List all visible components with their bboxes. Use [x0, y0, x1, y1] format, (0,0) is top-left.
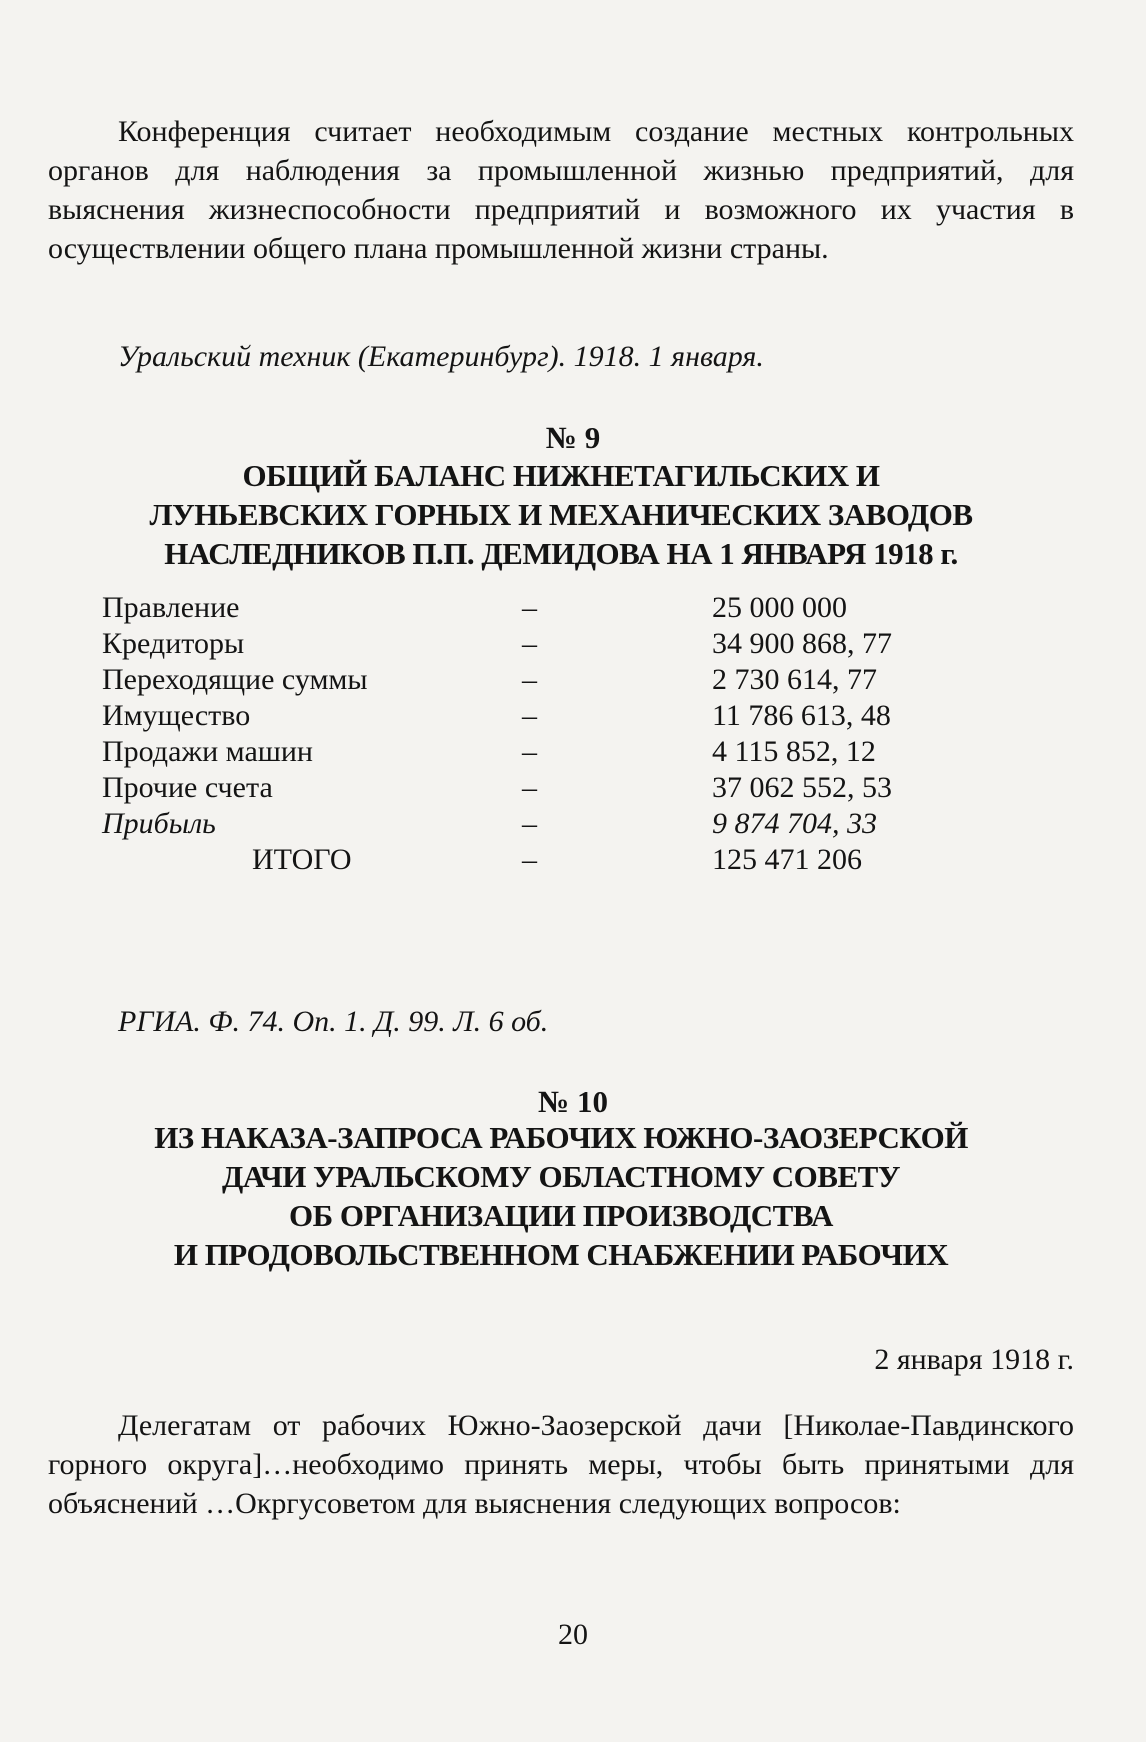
doc9-title-line: ЛУНЬЕВСКИХ ГОРНЫХ И МЕХАНИЧЕСКИХ ЗАВОДОВ: [149, 497, 973, 532]
doc10-title-line: И ПРОДОВОЛЬСТВЕННОМ СНАБЖЕНИИ РАБОЧИХ: [173, 1237, 949, 1272]
doc10-title-line: ДАЧИ УРАЛЬСКОМУ ОБЛАСТНОМУ СОВЕТУ: [221, 1159, 901, 1194]
balance-row: [102, 698, 962, 734]
balance-dash: –: [522, 591, 537, 624]
balance-row: [102, 662, 962, 698]
doc10-date: 2 января 1918 г.: [874, 1343, 1074, 1376]
balance-dash: –: [522, 807, 537, 840]
balance-label: Прочие счета: [102, 771, 273, 804]
balance-row: [102, 806, 962, 842]
balance-table: [102, 590, 962, 878]
balance-dash: –: [522, 771, 537, 804]
balance-value: 11 786 613, 48: [712, 699, 891, 732]
balance-dash: –: [522, 699, 537, 732]
doc10-number: № 10: [538, 1084, 608, 1119]
balance-total-label: ИТОГО: [252, 843, 352, 876]
balance-label: Правление: [102, 591, 240, 624]
balance-dash: –: [522, 627, 537, 660]
doc10-body: Делегатам от рабочих Южно-Заозерской дачи [Николае-Павдинского горного округа]…необходимо принять меры, чтобы быть принятыми для объяснений …Окргусоветом для выяснения следующих вопросов:: [48, 1409, 1074, 1520]
doc10-title-line: ИЗ НАКАЗА-ЗАПРОСА РАБОЧИХ ЮЖНО-ЗАОЗЕРСКОЙ: [154, 1120, 968, 1155]
doc9-number: № 9: [545, 420, 601, 455]
balance-row: [102, 770, 962, 806]
balance-label: Продажи машин: [102, 735, 313, 768]
intro-paragraph: Конференция считает необходимым создание местных контрольных органов для наблюдения за промышленной жизнью предприятий, для выяснения жизнеспособности предприятий и возможного их участия в осуществлении общего плана промышленной жизни страны.: [48, 115, 1074, 265]
balance-value: 37 062 552, 53: [712, 771, 892, 804]
doc9-title: [48, 456, 1074, 573]
balance-value: 9 874 704, 33: [712, 807, 877, 840]
balance-row: [102, 734, 962, 770]
doc9-source: РГИА. Ф. 74. Оп. 1. Д. 99. Л. 6 об.: [118, 1005, 549, 1038]
doc9-title-line: НАСЛЕДНИКОВ П.П. ДЕМИДОВА НА 1 ЯНВАРЯ 1918 г.: [164, 536, 958, 571]
balance-total-value: 125 471 206: [712, 843, 862, 876]
balance-row: [102, 626, 962, 662]
balance-value: 34 900 868, 77: [712, 627, 892, 660]
balance-dash: –: [522, 735, 537, 768]
balance-label: Имущество: [102, 699, 251, 732]
page-number: 20: [558, 1618, 588, 1651]
balance-total-row: [102, 842, 962, 878]
balance-dash: –: [522, 663, 537, 696]
balance-value: 4 115 852, 12: [712, 735, 876, 768]
balance-row: [102, 590, 962, 626]
doc10-title: [48, 1118, 1074, 1274]
balance-label: Кредиторы: [102, 627, 245, 660]
balance-label: Прибыль: [102, 807, 216, 840]
intro-source: Уральский техник (Екатеринбург). 1918. 1 января.: [118, 340, 764, 373]
doc10-title-line: ОБ ОРГАНИЗАЦИИ ПРОИЗВОДСТВА: [289, 1198, 833, 1233]
doc9-title-line: ОБЩИЙ БАЛАНС НИЖНЕТАГИЛЬСКИХ И: [242, 458, 880, 493]
balance-value: 2 730 614, 77: [712, 663, 877, 696]
balance-value: 25 000 000: [712, 591, 847, 624]
balance-label: Переходящие суммы: [102, 663, 368, 696]
balance-dash: –: [522, 843, 537, 876]
